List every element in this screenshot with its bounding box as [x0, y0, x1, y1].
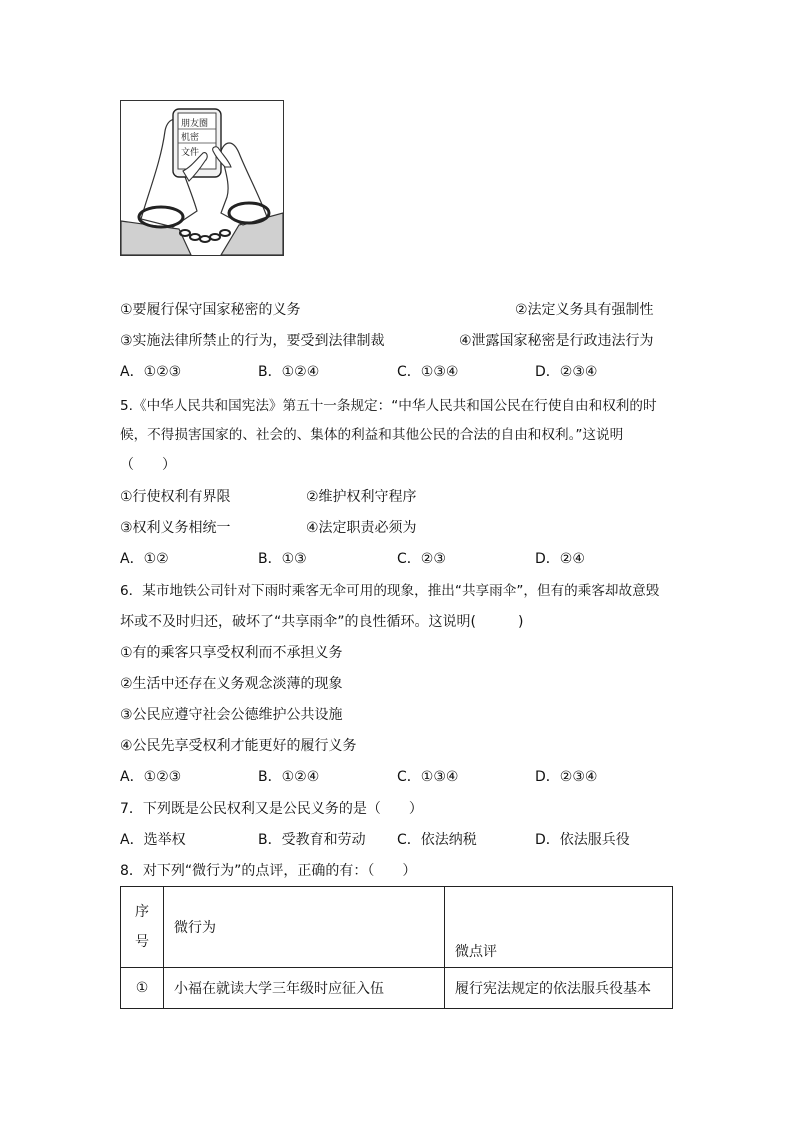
q6-choice-a: A．①②③: [120, 769, 182, 785]
q4-option-2: ②法定义务具有强制性: [515, 302, 654, 318]
handcuff-phone-illustration: [121, 101, 283, 255]
q6-stem-line-1: 6．某市地铁公司针对下雨时乘客无伞可用的现象，推出“共享雨伞”，但有的乘客却故意毁: [120, 583, 660, 599]
q8-row1-comment: 履行宪法规定的依法服兵役基本: [445, 968, 673, 1009]
q8-header-behavior: 微行为: [164, 887, 445, 968]
q4-option-1: ①要履行保守国家秘密的义务: [120, 302, 301, 318]
q6-choice-c: C．①③④: [397, 769, 459, 785]
q5-option-4: ④法定职责必须为: [306, 520, 417, 536]
q5-choice-d: D．②④: [535, 551, 585, 567]
q5-choice-b: B．①③: [258, 551, 307, 567]
q4-choice-b: B．①②④: [258, 364, 320, 380]
q8-row1-behavior: 小福在就读大学三年级时应征入伍: [164, 968, 445, 1009]
q8-header-number-bottom: 号: [135, 934, 149, 950]
q5-stem-line-2: 候，不得损害国家的、社会的、集体的利益和其他公民的合法的自由和权利。”这说明: [120, 427, 624, 443]
q8-stem: 8．对下列“微行为”的点评，正确的有：（ ）: [120, 863, 417, 879]
q6-option-4: ④公民先享受权利才能更好的履行义务: [120, 738, 357, 754]
q6-option-2: ②生活中还存在义务观念淡薄的现象: [120, 676, 343, 692]
q7-choice-d: D．依法服兵役: [535, 832, 630, 848]
q5-stem-line-1: 5.《中华人民共和国宪法》第五十一条规定：“中华人民共和国公民在行使自由和权利的时: [120, 398, 657, 414]
q4-option-3: ③实施法律所禁止的行为，要受到法律制裁: [120, 333, 385, 349]
table-row: [121, 968, 673, 1009]
q6-choice-d: D．②③④: [535, 769, 598, 785]
q4-choice-a: A．①②③: [120, 364, 182, 380]
q7-choice-a: A．选举权: [120, 832, 186, 848]
q5-option-1: ①行使权利有界限: [120, 489, 231, 505]
q7-choice-c: C．依法纳税: [397, 832, 477, 848]
q7-stem: 7．下列既是公民权利又是公民义务的是（ ）: [120, 801, 423, 817]
q5-choice-a: A．①②: [120, 551, 169, 567]
q5-answer-blank: （ ）: [120, 457, 176, 473]
q8-header-number-top: 序: [135, 904, 149, 920]
q5-choice-c: C．②③: [397, 551, 446, 567]
q4-choice-d: D．②③④: [535, 364, 598, 380]
phone-line-1: 朋友圈: [181, 119, 209, 129]
q5-option-2: ②维护权利守程序: [306, 489, 417, 505]
q8-table: [120, 886, 673, 1009]
q7-choice-b: B．受教育和劳动: [258, 832, 366, 848]
q6-option-1: ①有的乘客只享受权利而不承担义务: [120, 645, 343, 661]
q8-table-header-row: [121, 887, 673, 968]
q6-stem-line-2: 坏或不及时归还，破坏了“共享雨伞”的良性循环。这说明( ): [120, 614, 524, 630]
q8-row1-number: ①: [121, 968, 164, 1009]
q8-header-comment: 微点评: [445, 887, 673, 968]
phone-line-3: 文件: [181, 148, 200, 158]
q6-option-3: ③公民应遵守社会公德维护公共设施: [120, 707, 343, 723]
q8-header-number: [121, 887, 164, 968]
q5-option-3: ③权利义务相统一: [120, 520, 231, 536]
q4-option-4: ④泄露国家秘密是行政违法行为: [459, 333, 654, 349]
phone-line-2: 机密: [181, 133, 200, 143]
illustration-handcuffed-phone: [120, 100, 284, 256]
q4-choice-c: C．①③④: [397, 364, 459, 380]
q6-choice-b: B．①②④: [258, 769, 320, 785]
